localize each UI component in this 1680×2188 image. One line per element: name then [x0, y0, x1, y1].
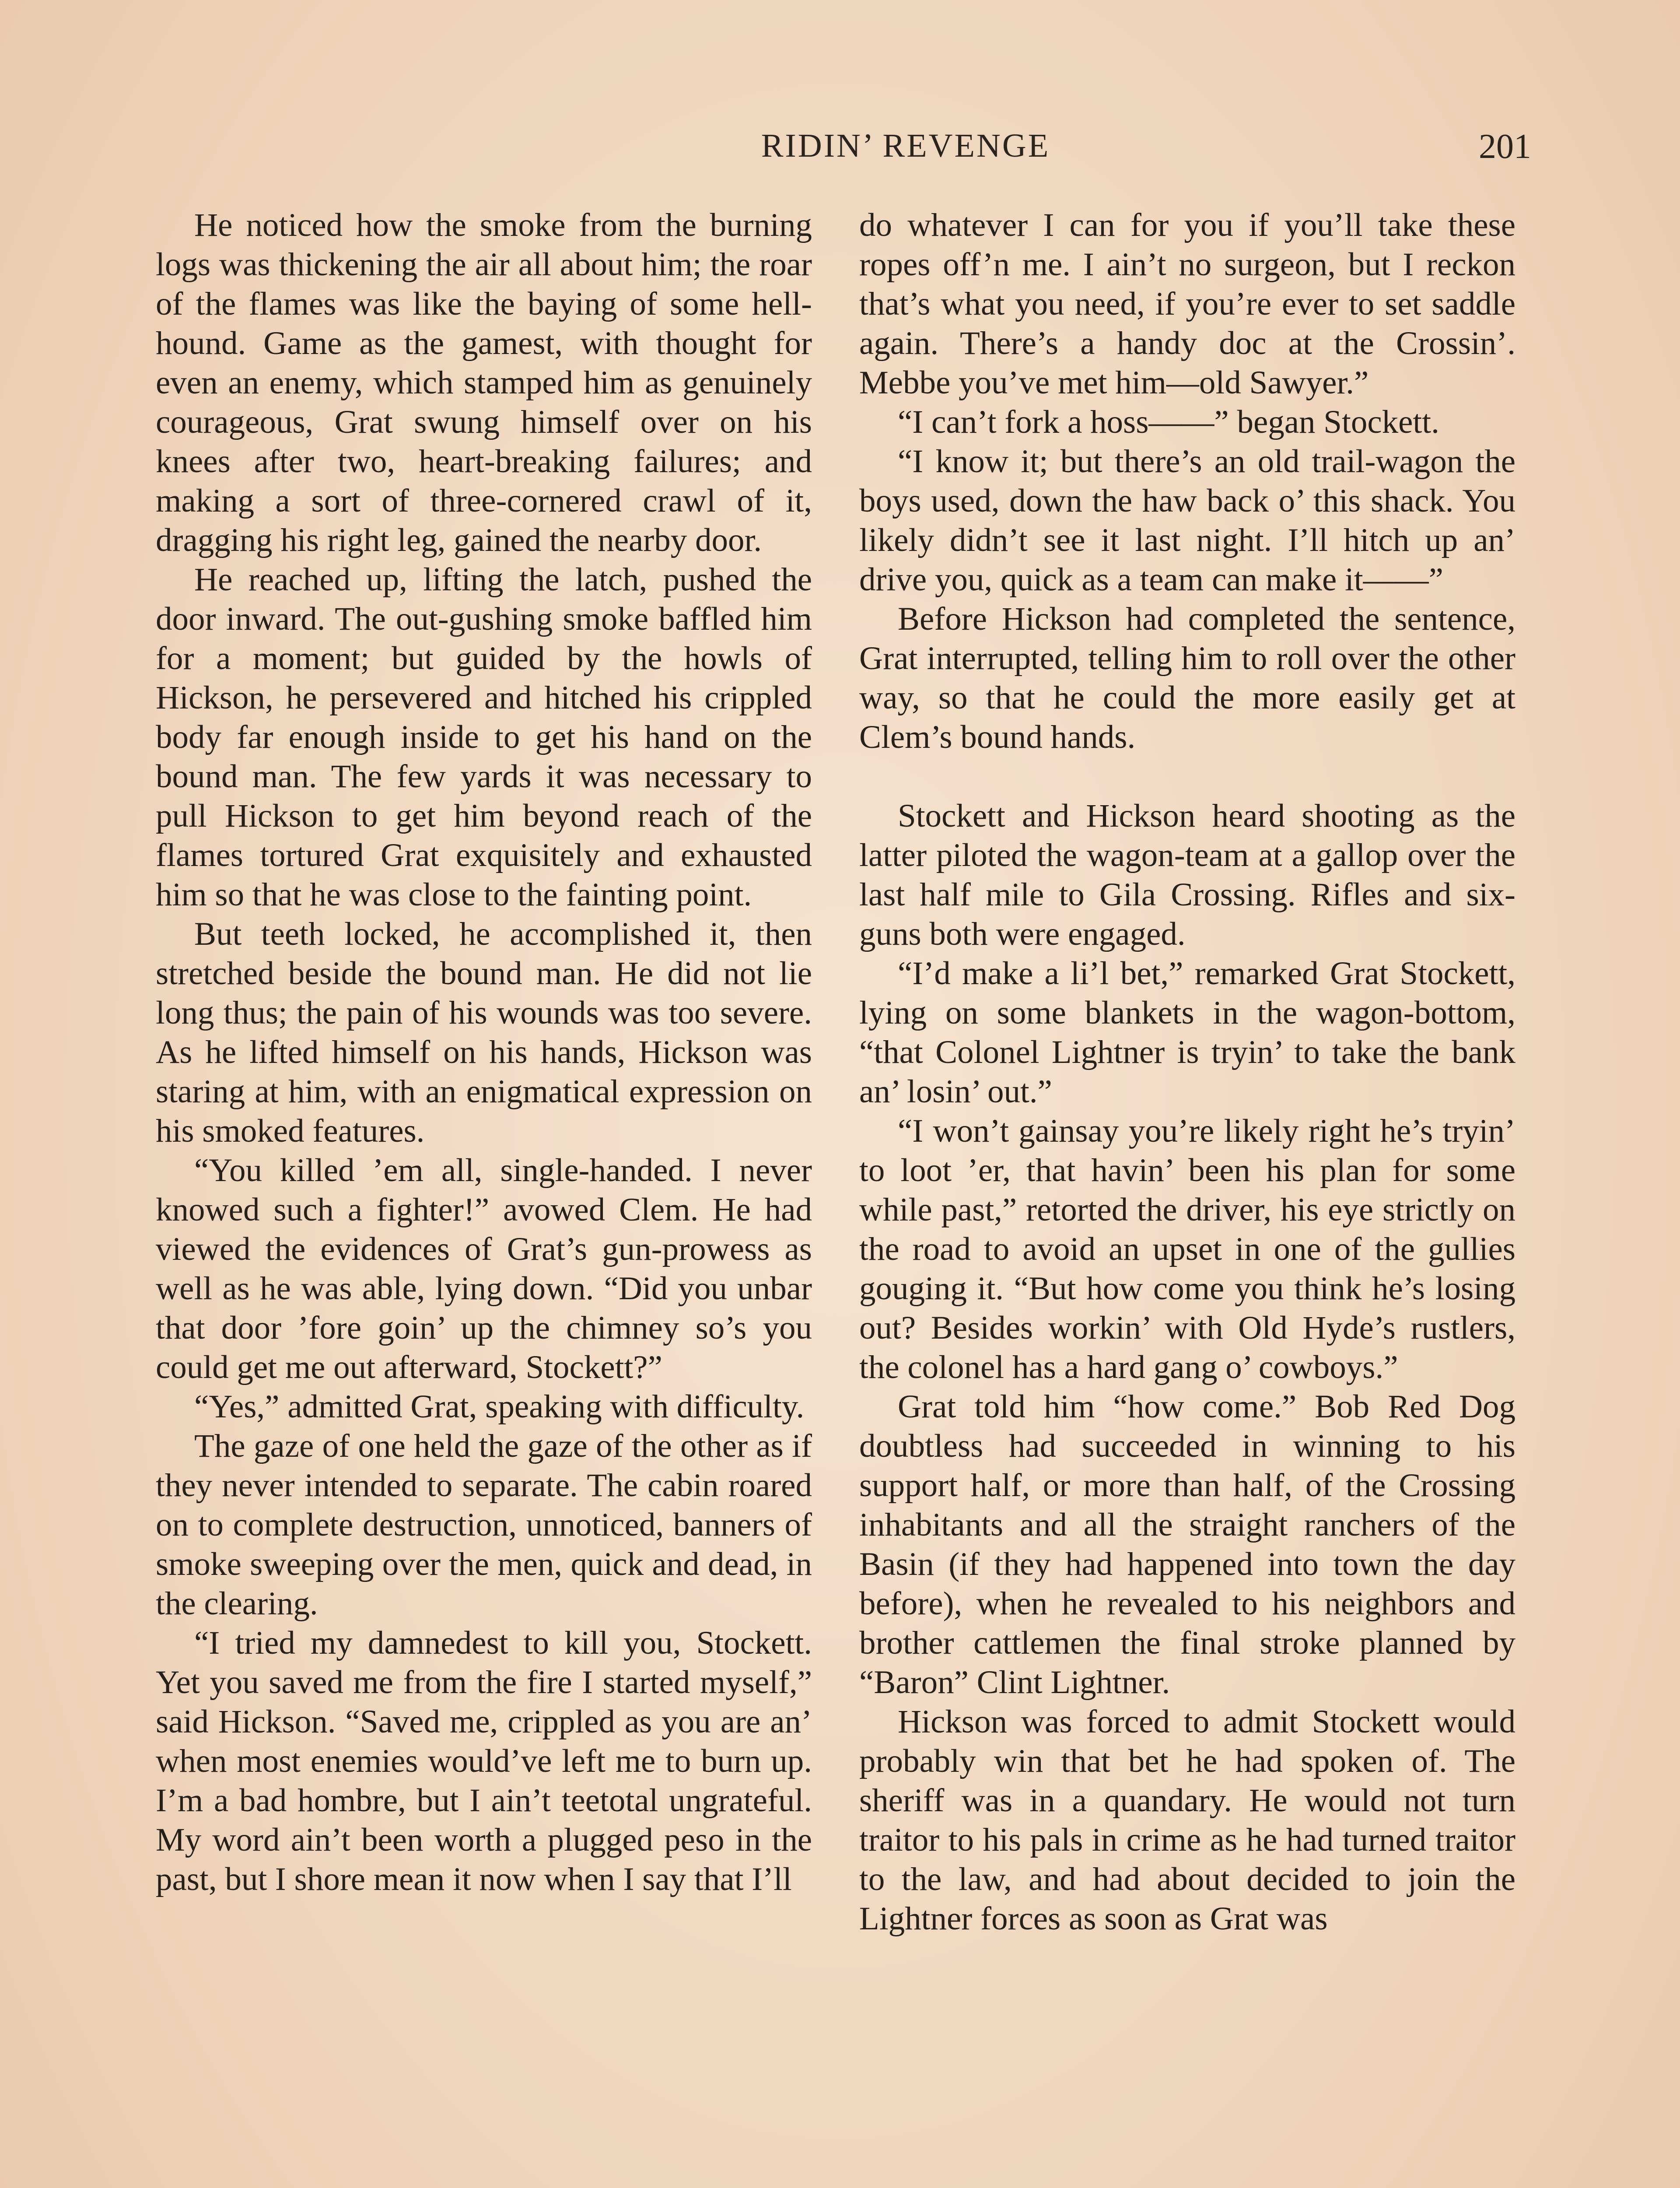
paragraph: Hickson was forced to admit Stockett would probably win that bet he had spoken of. The sheriff was in a quandary. He would not turn traitor to his pals in crime as he had turned traitor to the law, and had about decided to join the Lightner forces as soon as Grat was [859, 1704, 1516, 1937]
paragraph: “I’d make a li’l bet,” remarked Grat Stockett, lying on some blankets in the wagon-bottom, “that Colonel Lightner is tryin’ to take the bank an’ losin’ out.” [859, 955, 1516, 1110]
running-title: RIDIN’ REVENGE [761, 127, 1050, 164]
paragraph: “I tried my damnedest to kill you, Stockett. Yet you saved me from the fire I started myself,” said Hickson. “Saved me, crippled as you are an’ when most enemies would’ve left me to burn up. I’m a bad hombre, but I ain’t teetotal ungrateful. My word ain’t been worth a plugged peso in the past, but I shore mean it now when I say that I’ll [156, 1625, 812, 1897]
paragraph: Before Hickson had completed the sentence, Grat interrupted, telling him to roll over the other way, so that he could the more easily get at Clem’s bound hands. [859, 601, 1516, 755]
paragraph: The gaze of one held the gaze of the other as if they never intended to separate. The cabin roared on to complete destruction, unnoticed, banners of smoke sweeping over the men, quick and dead, in the clearing. [156, 1428, 812, 1622]
paragraph: “I won’t gainsay you’re likely right he’s tryin’ to loot ’er, that havin’ been his plan for some while past,” retorted the driver, his eye strictly on the road to avoid an upset in one of the gullies gouging it. “But how come you think he’s losing out? Besides workin’ with Old Hyde’s rustlers, the colonel has a hard gang o’ cowboys.” [859, 1113, 1516, 1385]
left-column [156, 206, 812, 1899]
paragraph: “I know it; but there’s an old trail-wagon the boys used, down the haw back o’ this shack. You likely didn’t see it last night. I’ll hitch up an’ drive you, quick as a team can make it——” [859, 443, 1516, 598]
paragraph: Grat told him “how come.” Bob Red Dog doubtless had succeeded in winning to his support half, or more than half, of the Crossing inhabitants and all the straight ranchers of the Basin (if they had happened into town the day before), when he revealed to his neighbors and brother cattlemen the final stroke planned by “Baron” Clint Lightner. [859, 1389, 1516, 1701]
paragraph: “Yes,” admitted Grat, speaking with difficulty. [194, 1389, 805, 1425]
paragraph: “You killed ’em all, single-handed. I never knowed such a fighter!” avowed Clem. He had viewed the evidences of Grat’s gun-prowess as well as he was able, lying down. “Did you unbar that door ’fore goin’ up the chimney so’s you could get me out afterward, Stockett?” [156, 1152, 812, 1385]
continued-paragraph: do whatever I can for you if you’ll take these ropes off’n me. I ain’t no surgeon, but I reckon that’s what you need, if you’re ever to set saddle again. There’s a handy doc at the Crossin’. Mebbe you’ve met him—old Sawyer.” [859, 207, 1516, 401]
page-header [0, 127, 1680, 175]
paragraph: He reached up, lifting the latch, pushed the door inward. The out-gushing smoke baffled him for a moment; but guided by the howls of Hickson, he persevered and hitched his crippled body far enough inside to get his hand on the bound man. The few yards it was necessary to pull Hickson to get him beyond reach of the flames tortured Grat exquisitely and exhausted him so that he was close to the fainting point. [156, 561, 812, 913]
paragraph: He noticed how the smoke from the burning logs was thickening the air all about him; the roar of the flames was like the baying of some hell-hound. Game as the gamest, with thought for even an enemy, which stamped him as genuinely courageous, Grat swung himself over on his knees after two, heart-breaking failures; and making a sort of three-cornered crawl of it, dragging his right leg, gained the nearby door. [156, 207, 812, 558]
paragraph: “I can’t fork a hoss——” began Stockett. [898, 404, 1439, 440]
paragraph: But teeth locked, he accomplished it, then stretched beside the bound man. He did not lie long thus; the pain of his wounds was too severe. As he lifted himself on his hands, Hickson was staring at him, with an enigmatical expression on his smoked features. [156, 916, 812, 1149]
right-column [859, 206, 1516, 1939]
section-break [859, 757, 1516, 796]
page-number: 201 [1479, 127, 1531, 166]
paragraph: Stockett and Hickson heard shooting as the latter piloted the wagon-team at a gallop over the last half mile to Gila Crossing. Rifles and six-guns both were engaged. [859, 798, 1516, 952]
